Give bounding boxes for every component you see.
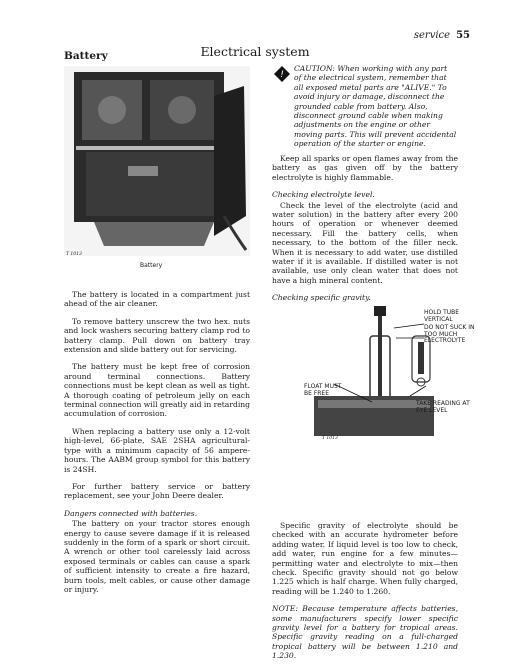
right-column	[272, 154, 458, 304]
page-number: 55	[456, 30, 470, 41]
left-column	[64, 290, 250, 602]
photo-fig-number: T 1013	[66, 252, 82, 257]
checking-gravity-heading: Checking specific gravity.	[272, 293, 371, 303]
diagram-label-do-not-suck: DO NOT SUCK IN TOO MUCH ELECTROLYTE	[424, 324, 475, 345]
battery-photo	[64, 66, 250, 256]
corrosion-paragraph: The battery must be kept free of corrosion around terminal connections. Battery connections must be kept clean as well as tight. A thorough coating of petroleum jelly on each terminal connection will greatly aid in retarding accumulation of corrosion.	[64, 362, 251, 419]
photo-caption: Battery	[140, 262, 163, 269]
note-paragraph: NOTE: Because temperature affects batteries, some manufacturers specify lower specific gravity level for a battery for tropical areas. Specific gravity reading on a full-charged tropical battery will be between 1.210 and 1.230.	[272, 604, 458, 661]
sparks-paragraph: Keep all sparks or open flames away from the battery as gas given off by the battery electrolyte is highly flammable.	[272, 154, 458, 182]
right-column-lower	[272, 521, 458, 669]
location-paragraph: The battery is located in a compartment just ahead of the air cleaner.	[64, 290, 250, 309]
diagram-label-take-reading: TAKE READING AT EYE LEVEL	[416, 400, 470, 414]
caution-block	[272, 64, 458, 149]
gravity-paragraph: Specific gravity of electrolyte should be checked with an accurate hydrometer before adding water. If liquid level is too low to check, add water, run engine for a few minutes—permitting water and electrolyte to mix—then check. Specific gravity should not go below 1.225 which is half charge. When fully charged, reading will be 1.240 to 1.260.	[272, 521, 458, 596]
running-header	[414, 30, 470, 41]
diagram-fig-number: T 1013	[322, 436, 338, 441]
further-paragraph: For further battery service or battery replacement, see your John Deere dealer.	[64, 481, 250, 501]
replacing-paragraph: When replacing a battery use only a 12-volt high-level, 66-plate, SAE 2SHA agricultural-type with a minimum capacity of 56 ampere-hours. The AABM group symbol for this battery is 24SH.	[64, 426, 250, 474]
page-title: Electrical system	[200, 44, 310, 59]
diagram-label-hold-tube: HOLD TUBE VERTICAL	[424, 309, 460, 323]
diagram-label-float: FLOAT MUST BE FREE	[304, 383, 342, 397]
header-section: service	[413, 30, 451, 41]
caution-lead: CAUTION: When working with any part	[294, 64, 448, 73]
remove-paragraph: To remove battery unscrew the two hex. nuts and lock washers securing battery clamp rod to battery clamp. Pull down on battery tray extension and slide battery out for servicing.	[64, 316, 250, 355]
svg-text:!: !	[280, 70, 284, 80]
caution-text: of the electrical system, remember that all exposed metal parts are "ALIVE." To avoid injury or damage, disconnect the grounded cable from battery. Also, disconnect ground cable when making adjustments on the engine or other moving parts. This will prevent accidental operation of the starter or engine.	[294, 73, 457, 149]
checking-electrolyte-heading: Checking electrolyte level.	[272, 190, 375, 200]
checking-electrolyte-paragraph: Check the level of the electrolyte (acid and water solution) in the battery after every 200 hours of operation or whenever deemed necessary. Fill the battery cells, when necessary, to the bottom of the filler neck. When it is necessary to add water, use distilled water if it is available. If distilled water is not available, use only clean water that does not have a high mineral content.	[272, 200, 458, 285]
section-label: Battery	[64, 50, 108, 62]
caution-icon	[274, 66, 290, 82]
dangers-heading: Dangers connected with batteries.	[64, 508, 198, 518]
dangers-paragraph: The battery on your tractor stores enough energy to cause severe damage if it is released suddenly in the form of a spark or short circuit. A wrench or other tool carelessly laid across exposed terminals or cables can cause a spark of sufficient intensity to create a fire hazard, burn tools, melt cables, or cause other damage or injury.	[64, 519, 250, 594]
